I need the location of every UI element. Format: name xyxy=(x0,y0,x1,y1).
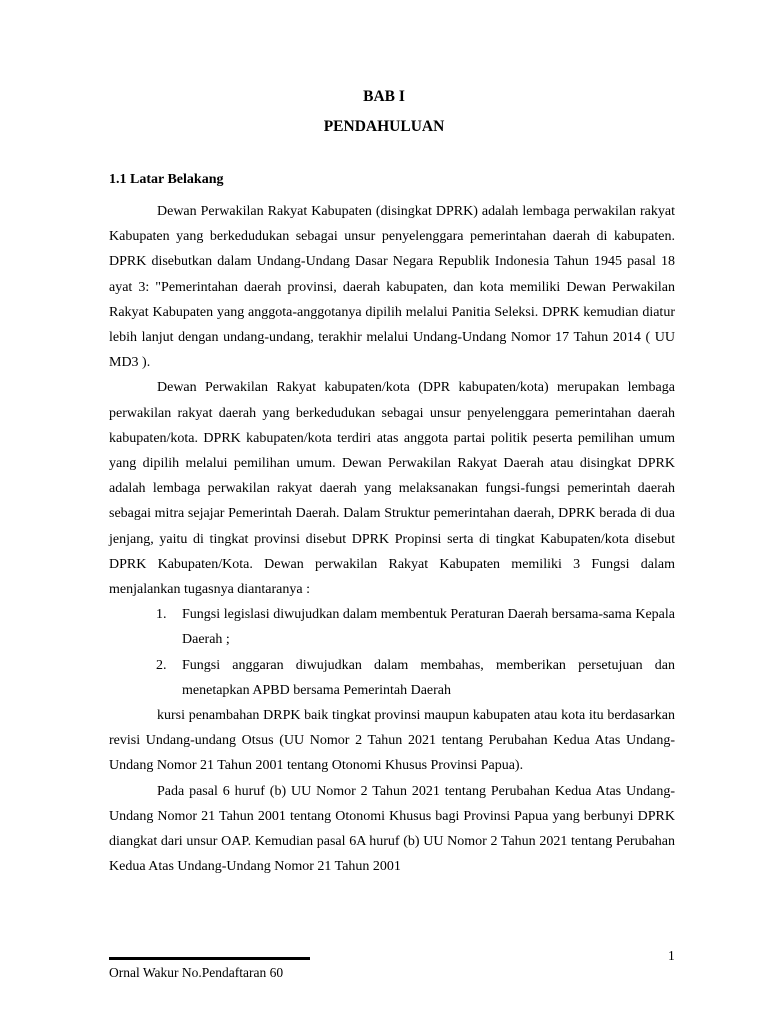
list-item-number: 1. xyxy=(156,607,167,623)
footer-text: Ornal Wakur No.Pendaftaran 60 xyxy=(109,965,284,980)
document-body xyxy=(109,199,675,879)
list-item xyxy=(109,653,675,703)
page-number: 1 xyxy=(668,948,675,963)
paragraph: Pada pasal 6 huruf (b) UU Nomor 2 Tahun 2021 tentang Perubahan Kedua Atas Undang-Undang Nomor 21 Tahun 2001 tentang Otonomi Khusus bagi Provinsi Papua yang berbunyi DPRK diangkat dari unsur OAP. Kemudian pasal 6A huruf (b) UU Nomor 2 Tahun 2021 tentang Perubahan Kedua Atas Undang-Undang Nomor 21 Tahun 2001 xyxy=(109,783,675,875)
chapter-heading: BAB I xyxy=(363,88,405,105)
function-list xyxy=(109,602,675,703)
chapter-title: PENDAHULUAN xyxy=(323,118,445,135)
section-heading: 1.1 Latar Belakang xyxy=(109,172,224,187)
list-item-number: 2. xyxy=(156,657,167,673)
paragraph: Dewan Perwakilan Rakyat Kabupaten (disingkat DPRK) adalah lembaga perwakilan rakyat Kabupaten yang berkedudukan sebagai unsur penyelenggara pemerintahan daerah di kabupaten. DPRK disebutkan dalam Undang-Undang Dasar Negara Republik Indonesia Tahun 1945 pasal 18 ayat 3: "Pemerintahan daerah provinsi, daerah kabupaten, dan kota memiliki Dewan Perwakilan Rakyat Kabupaten yang anggota-anggotanya dipilih melalui Panitia Seleksi. DPRK kemudian diatur lebih lanjut dengan undang-undang, terakhir melalui Undang-Undang Nomor 17 Tahun 2014 ( UU MD3 ). xyxy=(109,204,675,371)
paragraph: Dewan Perwakilan Rakyat kabupaten/kota (DPR kabupaten/kota) merupakan lembaga perwakilan rakyat daerah yang berkedudukan sebagai unsur penyelenggara pemerintahan daerah kabupaten/kota. DPRK kabupaten/kota terdiri atas anggota partai politik peserta pemilihan umum yang dipilih melalui pemilihan umum. Dewan Perwakilan Rakyat Daerah atau disingkat DPRK adalah lembaga perwakilan rakyat daerah yang melaksanakan fungsi-fungsi pemerintah daerah sebagai mitra sejajar Pemerintah Daerah. Dalam Struktur pemerintahan daerah, DPRK berada di dua jenjang, yaitu di tingkat provinsi disebut DPRK Propinsi serta di tingkat Kabupaten/kota disebut DPRK Kabupaten/Kota. Dewan perwakilan Rakyat Kabupaten memiliki 3 Fungsi dalam menjalankan tugasnya diantaranya : xyxy=(109,380,675,598)
list-item-text: Fungsi anggaran diwujudkan dalam membahas, memberikan persetujuan dan menetapkan APBD bersama Pemerintah Daerah xyxy=(182,657,675,698)
paragraph: kursi penambahan DRPK baik tingkat provinsi maupun kabupaten atau kota itu berdasarkan revisi Undang-undang Otsus (UU Nomor 2 Tahun 2021 tentang Perubahan Kedua Atas Undang-Undang Nomor 21 Tahun 2001 tentang Otonomi Khusus Provinsi Papua). xyxy=(109,708,675,774)
footer-divider xyxy=(109,957,310,960)
list-item-text: Fungsi legislasi diwujudkan dalam membentuk Peraturan Daerah bersama-sama Kepala Daerah ; xyxy=(182,607,675,648)
list-item xyxy=(109,602,675,652)
